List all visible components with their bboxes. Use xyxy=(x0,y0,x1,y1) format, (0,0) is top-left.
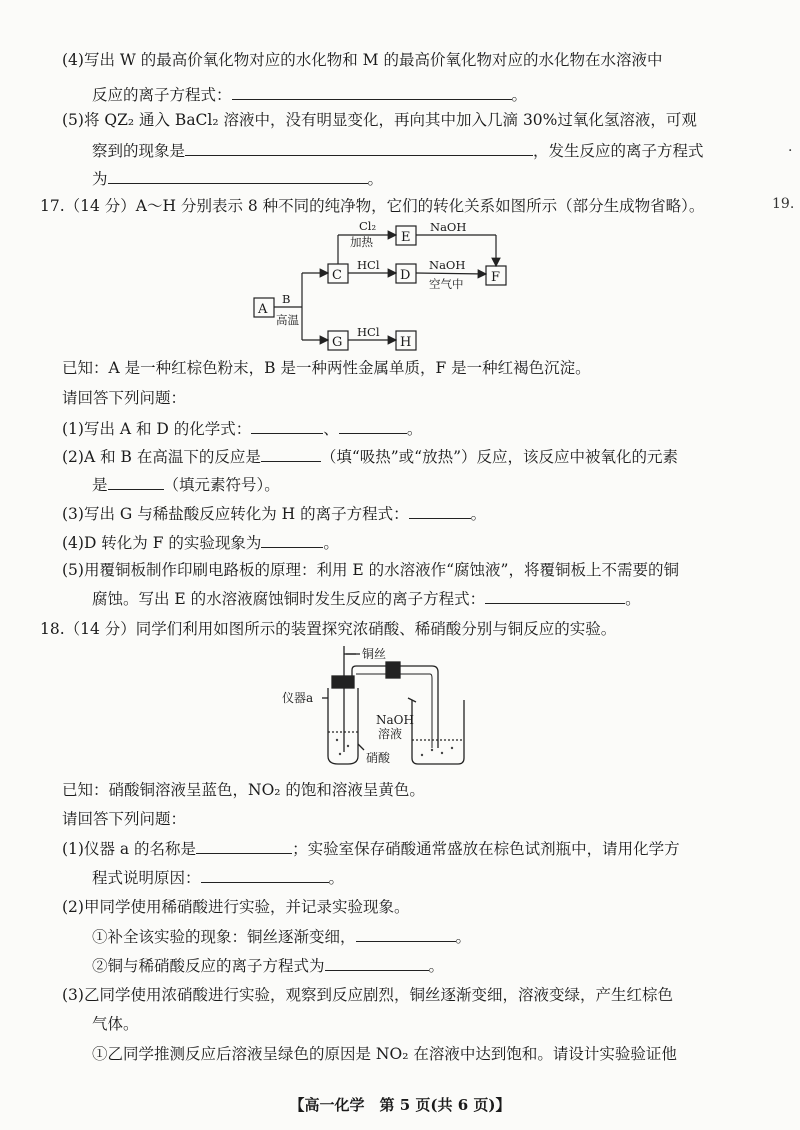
q17-part3: (3)写出 G 与稀盐酸反应转化为 H 的离子方程式： 。 xyxy=(62,505,487,523)
q18-part2: (2)甲同学使用稀硝酸进行实验，并记录实验现象。 xyxy=(62,898,410,916)
label-instrument-a: 仪器a xyxy=(282,691,314,705)
answer-blank[interactable] xyxy=(409,503,471,519)
q17-header: 17.（14 分）A～H 分别表示 8 种不同的纯净物，它们的转化关系如图所示（部分生成物省略）。 xyxy=(40,197,705,215)
q18-apparatus-diagram xyxy=(282,640,502,770)
answer-blank[interactable] xyxy=(325,955,429,971)
q18-prompt: 请回答下列问题： xyxy=(62,810,187,828)
margin-question-19: 19. xyxy=(772,196,795,212)
answer-blank[interactable] xyxy=(485,588,625,604)
condition-high-temp: 高温 xyxy=(276,313,299,327)
node-A: A xyxy=(258,302,268,317)
q16-part4-line2: 反应的离子方程式： 。 xyxy=(92,86,528,104)
q16-part5-line3: 为 。 xyxy=(92,170,384,188)
answer-blank[interactable] xyxy=(196,838,292,854)
reagent-hcl-1: HCl xyxy=(357,258,380,272)
condition-air: 空气中 xyxy=(429,277,464,291)
label-copper-wire: 铜丝 xyxy=(362,647,387,661)
q18-part1-line2: 程式说明原因： 。 xyxy=(92,869,345,887)
answer-blank[interactable] xyxy=(356,926,456,942)
q18-part2-item2: ②铜与稀硝酸反应的离子方程式为 。 xyxy=(92,957,445,975)
reagent-cl2: Cl₂ xyxy=(359,219,377,233)
margin-mark: · xyxy=(788,143,793,159)
q17-part5-line2: 腐蚀。写出 E 的水溶液腐蚀铜时发生反应的离子方程式： 。 xyxy=(92,590,641,608)
q17-part4: (4)D 转化为 F 的实验现象为 。 xyxy=(62,534,339,552)
q18-known: 已知：硝酸铜溶液呈蓝色，NO₂ 的饱和溶液呈黄色。 xyxy=(62,781,425,799)
q17-prompt: 请回答下列问题： xyxy=(62,389,187,407)
q18-header: 18.（14 分）同学们利用如图所示的装置探究浓硝酸、稀硝酸分别与铜反应的实验。 xyxy=(40,620,617,638)
node-D: D xyxy=(400,268,411,283)
reagent-hcl-2: HCl xyxy=(357,325,380,339)
q17-part1: (1)写出 A 和 D 的化学式： 、 。 xyxy=(62,420,423,438)
q17-conversion-diagram xyxy=(240,214,530,354)
node-G: G xyxy=(332,335,343,350)
label-nitric-acid: 硝酸 xyxy=(366,751,391,765)
node-F: F xyxy=(491,270,501,285)
q17-part5-line1: (5)用覆铜板制作印刷电路板的原理：利用 E 的水溶液作“腐蚀液”，将覆铜板上不需要的铜 xyxy=(62,561,679,579)
node-C: C xyxy=(332,268,342,283)
reagent-naoh-mid: NaOH xyxy=(429,258,466,272)
answer-blank[interactable] xyxy=(108,474,164,490)
answer-blank[interactable] xyxy=(251,418,323,434)
answer-blank[interactable] xyxy=(339,418,407,434)
node-H: H xyxy=(400,335,412,350)
answer-blank[interactable] xyxy=(232,84,512,100)
condition-heat: 加热 xyxy=(350,235,373,249)
q16-part4-line1: (4)写出 W 的最高价氧化物对应的水化物和 M 的最高价氧化物对应的水化物在水溶液中 xyxy=(62,51,663,69)
answer-blank[interactable] xyxy=(261,532,323,548)
q18-part3-line1: (3)乙同学使用浓硝酸进行实验，观察到反应剧烈，铜丝逐渐变细，溶液变绿，产生红棕色 xyxy=(62,986,673,1004)
q16-part5-line2: 察到的现象是 ，发生反应的离子方程式 xyxy=(92,142,704,160)
label-solution: 溶液 xyxy=(378,727,403,741)
q16-part5-line1: (5)将 QZ₂ 通入 BaCl₂ 溶液中，没有明显变化，再向其中加入几滴 30%过氧化氢溶液，可观 xyxy=(62,111,697,129)
reagent-naoh-top: NaOH xyxy=(430,220,467,234)
q18-part1-line1: (1)仪器 a 的名称是 ；实验室保存硝酸通常盛放在棕色试剂瓶中，请用化学方 xyxy=(62,840,680,858)
answer-blank[interactable] xyxy=(261,446,321,462)
q18-part3-line2: 气体。 xyxy=(92,1015,139,1033)
node-E: E xyxy=(401,230,411,245)
label-naoh: NaOH xyxy=(376,713,414,727)
answer-blank[interactable] xyxy=(185,140,533,156)
answer-blank[interactable] xyxy=(201,867,329,883)
q17-known: 已知：A 是一种红棕色粉末，B 是一种两性金属单质，F 是一种红褐色沉淀。 xyxy=(62,359,591,377)
q18-part3-item1: ①乙同学推测反应后溶液呈绿色的原因是 NO₂ 在溶液中达到饱和。请设计实验验证他 xyxy=(92,1045,677,1063)
q18-part2-item1: ①补全该实验的现象：铜丝逐渐变细， 。 xyxy=(92,928,472,946)
q17-part2-line1: (2)A 和 B 在高温下的反应是 （填“吸热”或“放热”）反应，该反应中被氧化的元素 xyxy=(62,448,679,466)
answer-blank[interactable] xyxy=(108,168,368,184)
reagent-B: B xyxy=(282,292,291,306)
q17-part2-line2: 是 （填元素符号）。 xyxy=(92,476,280,494)
page-footer: 【高一化学 第 5 页(共 6 页)】 xyxy=(289,1096,511,1114)
